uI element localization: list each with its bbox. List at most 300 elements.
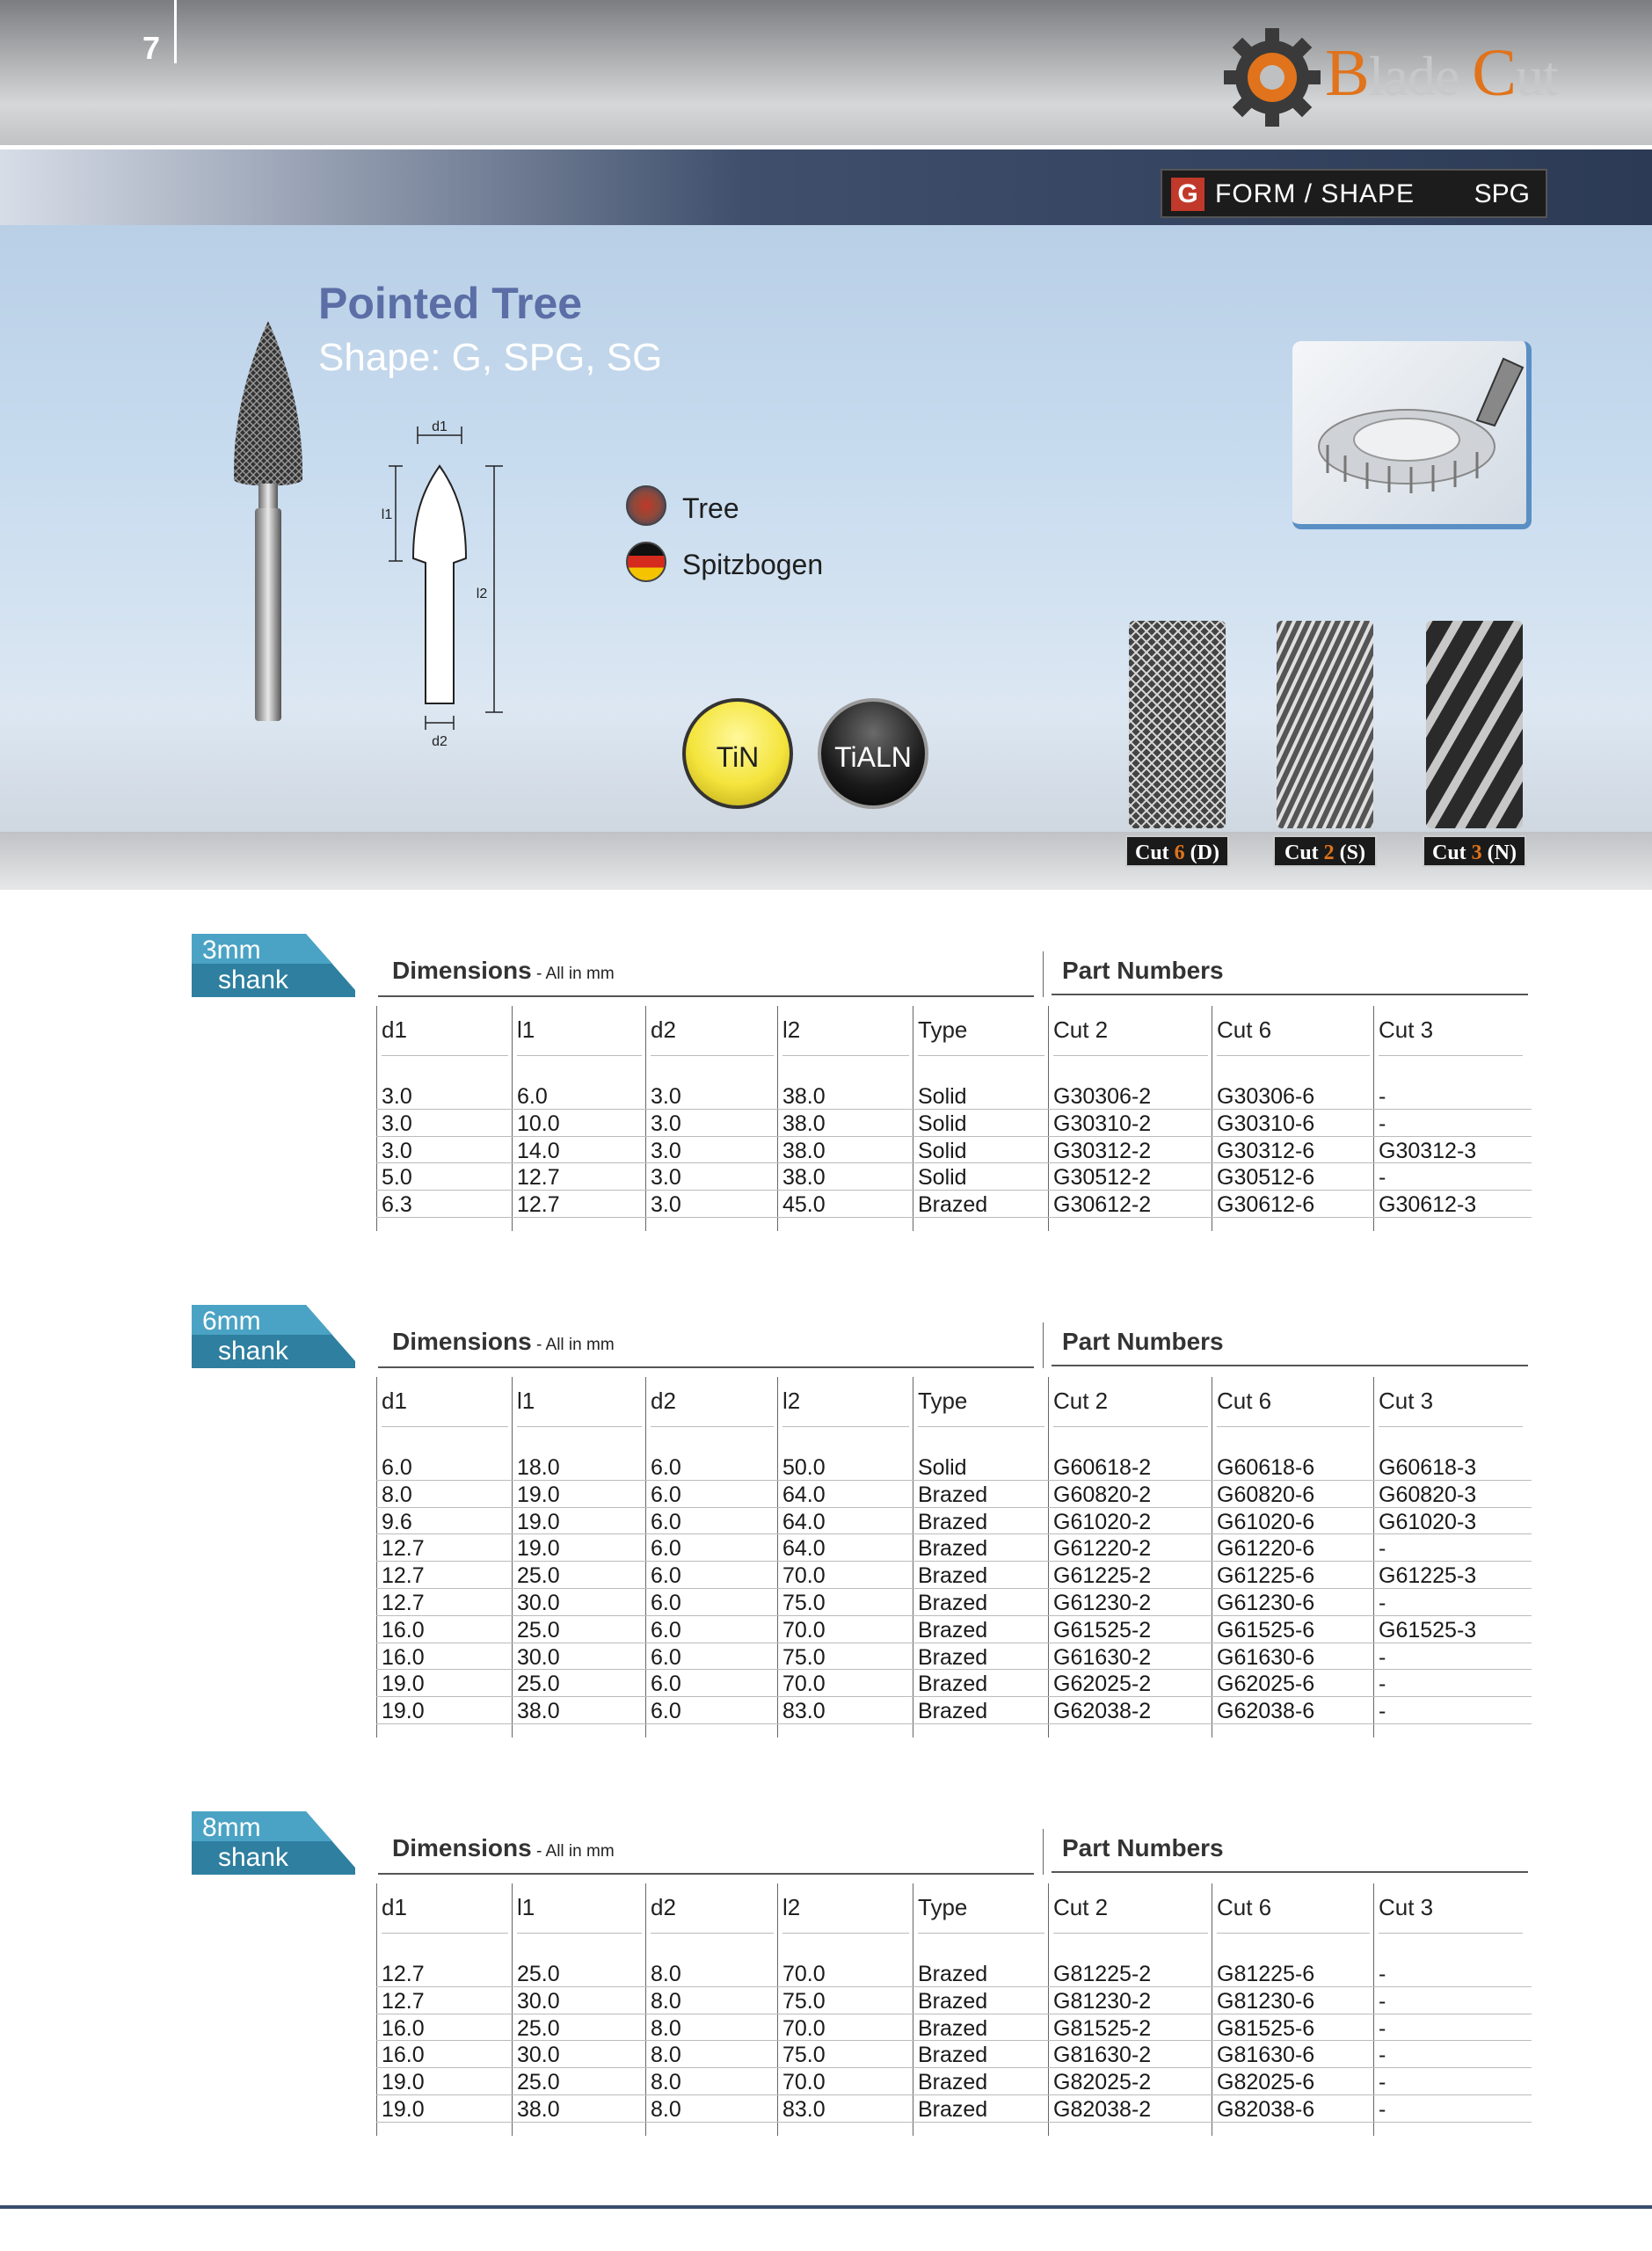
table-cell: 16.0 <box>382 2043 425 2068</box>
cut-2-prefix: Cut <box>1284 841 1324 864</box>
table-cell: 30.0 <box>517 1988 560 2014</box>
table-cell: G62038-6 <box>1217 1699 1315 1724</box>
header-underline <box>1217 1933 1370 1934</box>
column-header: Cut 3 <box>1379 1016 1434 1043</box>
diagram-label-l1: l1 <box>381 507 393 522</box>
dimensions-heading-text: Dimensions <box>392 1328 532 1355</box>
table-cell: G82025-6 <box>1217 2070 1315 2095</box>
table-row-line <box>376 1162 1532 1163</box>
table-cell: G30310-2 <box>1053 1111 1152 1136</box>
shank-label-line: shank <box>218 1337 289 1366</box>
header-underline <box>782 1055 909 1056</box>
table-row-line <box>376 1696 1532 1697</box>
header-underline <box>918 1933 1044 1934</box>
column-header: Cut 6 <box>1217 1388 1272 1414</box>
table-cell: - <box>1379 1111 1386 1136</box>
table-cell: 83.0 <box>782 1699 826 1724</box>
table-cell: Brazed <box>918 1672 988 1697</box>
diagram-label-d1: d1 <box>432 419 448 434</box>
dimensions-table <box>0 934 1652 1286</box>
table-cell: G61225-3 <box>1379 1563 1477 1589</box>
table-cell: G61525-6 <box>1217 1617 1315 1643</box>
table-cell: G30306-6 <box>1217 1084 1315 1109</box>
table-cell: 12.7 <box>517 1165 560 1191</box>
header-underline <box>517 1426 642 1427</box>
table-row-line <box>376 1190 1532 1191</box>
table-cell: G61225-2 <box>1053 1563 1152 1589</box>
cut-6-prefix: Cut <box>1135 841 1175 864</box>
form-shape-code: SPG <box>1474 179 1530 208</box>
table-cell: 38.0 <box>517 2097 560 2122</box>
table-cell: G30312-3 <box>1379 1138 1477 1163</box>
table-cell: - <box>1379 1988 1386 2014</box>
column-header: l2 <box>782 1016 801 1043</box>
dimensions-heading <box>392 957 615 985</box>
section-divider <box>1043 951 1044 997</box>
header-underline <box>651 1933 774 1934</box>
table-cell: G30312-2 <box>1053 1138 1152 1163</box>
column-rule <box>645 1883 646 2136</box>
table-cell: G30612-6 <box>1217 1192 1315 1218</box>
shank-label-line: 3mm <box>202 936 261 965</box>
table-cell: Brazed <box>918 1988 988 2014</box>
table-cell: Brazed <box>918 1962 988 1986</box>
table-cell: - <box>1379 1591 1386 1615</box>
logo-wordmark: Blade Cut <box>1325 36 1558 110</box>
table-cell: 3.0 <box>651 1165 681 1191</box>
product-title: Pointed Tree <box>318 279 583 328</box>
table-row-line <box>376 2040 1532 2041</box>
table-row-line <box>376 1480 1532 1481</box>
dimensions-rule <box>378 995 1034 997</box>
table-cell: G30310-6 <box>1217 1111 1315 1136</box>
column-header: d1 <box>382 1388 407 1414</box>
table-cell: 6.3 <box>382 1192 412 1218</box>
table-cell: 12.7 <box>382 1563 425 1589</box>
table-cell: G61630-6 <box>1217 1644 1315 1670</box>
table-cell: 6.0 <box>382 1455 412 1480</box>
dimensions-table <box>0 1811 1652 2163</box>
table-cell: 30.0 <box>517 1591 560 1615</box>
table-cell: 19.0 <box>382 1672 425 1697</box>
table-cell: G60820-3 <box>1379 1482 1477 1507</box>
table-cell: Brazed <box>918 1617 988 1643</box>
table-cell: G61020-2 <box>1053 1509 1152 1534</box>
table-cell: 38.0 <box>782 1138 826 1163</box>
column-rule <box>645 1006 646 1231</box>
cut-2-image <box>1273 621 1377 828</box>
table-cell: 6.0 <box>651 1672 681 1697</box>
table-cell: 19.0 <box>517 1482 560 1507</box>
table-cell: 30.0 <box>517 2043 560 2068</box>
table-cell: 8.0 <box>651 1988 681 2014</box>
table-cell: 19.0 <box>382 2070 425 2095</box>
column-rule <box>376 1883 377 2136</box>
table-cell: G30612-2 <box>1053 1192 1152 1218</box>
table-cell: Brazed <box>918 2015 988 2041</box>
column-rule <box>777 1006 778 1231</box>
header-underline <box>1379 1933 1523 1934</box>
table-cell: 19.0 <box>517 1536 560 1562</box>
dimensions-rule <box>378 1366 1034 1368</box>
column-header: d2 <box>651 1016 676 1043</box>
header-underline <box>918 1055 1044 1056</box>
header-underline <box>1379 1055 1523 1056</box>
table-row-line <box>376 1109 1532 1110</box>
table-cell: 70.0 <box>782 1617 826 1643</box>
table-cell: - <box>1379 2070 1386 2095</box>
dimensions-heading <box>392 1328 615 1356</box>
table-cell: G60618-2 <box>1053 1455 1152 1480</box>
column-header: Type <box>918 1388 968 1414</box>
table-cell: G81225-2 <box>1053 1962 1152 1986</box>
column-header: d2 <box>651 1894 676 1920</box>
table-cell: G62025-2 <box>1053 1672 1152 1697</box>
table-cell: Brazed <box>918 1509 988 1534</box>
table-cell: G81230-2 <box>1053 1988 1152 2014</box>
cut-6-label <box>1125 835 1229 867</box>
column-rule <box>777 1377 778 1737</box>
table-cell: 38.0 <box>782 1165 826 1191</box>
table-cell: G82038-2 <box>1053 2097 1152 2122</box>
table-row-line <box>376 1615 1532 1616</box>
table-cell: 6.0 <box>651 1563 681 1589</box>
table-cell: G61020-3 <box>1379 1509 1477 1534</box>
table-cell: 75.0 <box>782 1591 826 1615</box>
table-cell: 16.0 <box>382 1644 425 1670</box>
table-cell: 38.0 <box>782 1084 826 1109</box>
table-row-line <box>376 1533 1532 1534</box>
table-cell: 6.0 <box>651 1699 681 1724</box>
table-cell: 9.6 <box>382 1509 412 1534</box>
table-cell: - <box>1379 2097 1386 2122</box>
table-cell: 75.0 <box>782 1644 826 1670</box>
table-cell: 50.0 <box>782 1455 826 1480</box>
table-cell: 6.0 <box>651 1455 681 1480</box>
header-underline <box>782 1933 909 1934</box>
column-rule <box>1048 1006 1049 1231</box>
table-cell: G62038-2 <box>1053 1699 1152 1724</box>
column-header: d1 <box>382 1894 407 1920</box>
column-header: Cut 3 <box>1379 1388 1434 1414</box>
dimensions-heading <box>392 1834 615 1862</box>
table-cell: 64.0 <box>782 1509 826 1534</box>
table-cell: 5.0 <box>382 1165 412 1191</box>
table-cell: 3.0 <box>651 1138 681 1163</box>
header-underline <box>782 1426 909 1427</box>
table-cell: 6.0 <box>517 1084 548 1109</box>
column-rule <box>1373 1883 1374 2136</box>
page-number: 7 <box>142 30 161 66</box>
table-cell: 25.0 <box>517 2070 560 2095</box>
part-numbers-heading: Part Numbers <box>1062 957 1224 984</box>
section-divider <box>1043 1322 1044 1368</box>
germany-flag-icon <box>626 542 666 582</box>
table-cell: Brazed <box>918 1482 988 1507</box>
table-cell: G81525-6 <box>1217 2015 1315 2041</box>
table-cell: G81630-2 <box>1053 2043 1152 2068</box>
table-cell: 16.0 <box>382 1617 425 1643</box>
table-cell: G60618-6 <box>1217 1455 1315 1480</box>
table-cell: 38.0 <box>517 1699 560 1724</box>
column-header: Type <box>918 1894 968 1920</box>
table-cell: 70.0 <box>782 1962 826 1986</box>
table-cell: 8.0 <box>651 2097 681 2122</box>
table-cell: Solid <box>918 1455 967 1480</box>
table-cell: Solid <box>918 1084 967 1109</box>
column-rule <box>1373 1006 1374 1231</box>
table-cell: G61525-2 <box>1053 1617 1152 1643</box>
legend-label-english: Tree <box>682 492 739 524</box>
column-rule <box>512 1883 513 2136</box>
table-cell: Brazed <box>918 1644 988 1670</box>
table-cell: - <box>1379 1672 1386 1697</box>
cut-3-image <box>1423 621 1526 828</box>
table-cell: Solid <box>918 1138 967 1163</box>
table-cell: 8.0 <box>382 1482 412 1507</box>
table-cell: G60820-2 <box>1053 1482 1152 1507</box>
section-divider <box>1043 1829 1044 1875</box>
form-shape-text: FORM / SHAPE <box>1215 179 1415 208</box>
header-underline <box>382 1055 508 1056</box>
cut-3-suffix: (N) <box>1481 841 1517 864</box>
table-row-line <box>376 2067 1532 2068</box>
table-cell: Brazed <box>918 1563 988 1589</box>
table-cell: G60618-3 <box>1379 1455 1477 1480</box>
table-cell: 8.0 <box>651 2070 681 2095</box>
table-cell: G82025-2 <box>1053 2070 1152 2095</box>
table-cell: 12.7 <box>382 1962 425 1986</box>
gear-icon <box>1224 16 1321 139</box>
table-cell: 25.0 <box>517 1962 560 1986</box>
table-cell: 8.0 <box>651 1962 681 1986</box>
table-cell: 6.0 <box>651 1482 681 1507</box>
header-underline <box>382 1426 508 1427</box>
column-rule <box>376 1006 377 1231</box>
table-cell: 30.0 <box>517 1644 560 1670</box>
cut-6-image <box>1125 621 1229 828</box>
table-cell: 12.7 <box>517 1192 560 1218</box>
table-cell: Brazed <box>918 1591 988 1615</box>
table-cell: G61230-2 <box>1053 1591 1152 1615</box>
table-row-line <box>376 1723 1532 1724</box>
table-cell: G61220-6 <box>1217 1536 1315 1562</box>
shank-label-line: 8mm <box>202 1813 261 1842</box>
column-header: l1 <box>517 1894 535 1920</box>
dimensions-heading-text: Dimensions <box>392 1834 532 1861</box>
column-rule <box>645 1377 646 1737</box>
coating-tialn-badge: TiALN <box>818 698 928 809</box>
table-cell: G81630-6 <box>1217 2043 1315 2068</box>
dimensions-rule <box>378 1873 1034 1875</box>
header-underline <box>1053 1933 1208 1934</box>
cut-2-label <box>1273 835 1377 867</box>
table-cell: 45.0 <box>782 1192 826 1218</box>
table-cell: - <box>1379 1536 1386 1562</box>
dimensions-heading-text: Dimensions <box>392 957 532 984</box>
column-rule <box>777 1883 778 2136</box>
table-row-line <box>376 2094 1532 2095</box>
table-cell: 70.0 <box>782 2015 826 2041</box>
column-header: l2 <box>782 1388 801 1414</box>
shank-label-line: 6mm <box>202 1307 261 1336</box>
table-cell: G61230-6 <box>1217 1591 1315 1615</box>
table-cell: 83.0 <box>782 2097 826 2122</box>
table-cell: 6.0 <box>651 1644 681 1670</box>
table-cell: 6.0 <box>651 1591 681 1615</box>
table-row-line <box>376 1217 1532 1218</box>
table-cell: 64.0 <box>782 1482 826 1507</box>
table-cell: G81525-2 <box>1053 2015 1152 2041</box>
table-cell: 25.0 <box>517 1563 560 1589</box>
table-cell: 16.0 <box>382 2015 425 2041</box>
cut-3-number: 3 <box>1471 841 1482 864</box>
table-cell: - <box>1379 1699 1386 1724</box>
diagram-label-d2: d2 <box>432 734 448 749</box>
table-cell: 70.0 <box>782 2070 826 2095</box>
form-shape-label <box>1161 169 1547 218</box>
table-cell: 19.0 <box>382 1699 425 1724</box>
header-underline <box>651 1055 774 1056</box>
blade-cut-logo <box>1224 16 1576 139</box>
dimensions-unit-note: - All in mm <box>531 1336 615 1354</box>
table-cell: G30612-3 <box>1379 1192 1477 1218</box>
table-cell: G30512-2 <box>1053 1165 1152 1191</box>
table-cell: 12.7 <box>382 1988 425 2014</box>
table-cell: 19.0 <box>382 2097 425 2122</box>
product-subtitle: Shape: G, SPG, SG <box>318 336 663 379</box>
header-underline <box>918 1426 1044 1427</box>
part-numbers-rule <box>1052 994 1528 995</box>
table-cell: G61225-6 <box>1217 1563 1315 1589</box>
table-cell: G62025-6 <box>1217 1672 1315 1697</box>
table-cell: 25.0 <box>517 1672 560 1697</box>
table-cell: 3.0 <box>382 1138 412 1163</box>
table-cell: G81230-6 <box>1217 1988 1315 2014</box>
table-cell: G30306-2 <box>1053 1084 1152 1109</box>
application-photo <box>1292 341 1532 529</box>
column-rule <box>376 1377 377 1737</box>
table-cell: - <box>1379 1644 1386 1670</box>
table-cell: Brazed <box>918 1699 988 1724</box>
part-numbers-rule <box>1052 1365 1528 1366</box>
cut-2-number: 2 <box>1323 841 1335 864</box>
table-cell: - <box>1379 1165 1386 1191</box>
table-cell: 18.0 <box>517 1455 560 1480</box>
table-cell: 75.0 <box>782 2043 826 2068</box>
header-underline <box>1379 1426 1523 1427</box>
column-rule <box>1373 1377 1374 1737</box>
table-cell: 6.0 <box>651 1617 681 1643</box>
cut-3-prefix: Cut <box>1432 841 1472 864</box>
column-header: Type <box>918 1016 968 1043</box>
header-underline <box>1217 1055 1370 1056</box>
table-cell: 25.0 <box>517 1617 560 1643</box>
table-cell: Solid <box>918 1165 967 1191</box>
table-cell: 14.0 <box>517 1138 560 1163</box>
table-row-line <box>376 1986 1532 1987</box>
table-cell: 75.0 <box>782 1988 826 2014</box>
table-cell: 12.7 <box>382 1591 425 1615</box>
column-header: Cut 2 <box>1053 1388 1109 1414</box>
table-cell: Solid <box>918 1111 967 1136</box>
table-cell: Brazed <box>918 2097 988 2122</box>
table-cell: - <box>1379 1962 1386 1986</box>
column-header: d1 <box>382 1016 407 1043</box>
header-underline <box>1217 1426 1370 1427</box>
table-cell: 8.0 <box>651 2015 681 2041</box>
table-cell: G30312-6 <box>1217 1138 1315 1163</box>
dimension-diagram <box>360 413 519 756</box>
column-header: Cut 6 <box>1217 1894 1272 1920</box>
table-cell: 10.0 <box>517 1111 560 1136</box>
table-cell: Brazed <box>918 2043 988 2068</box>
table-cell: G61020-6 <box>1217 1509 1315 1534</box>
column-rule <box>512 1377 513 1737</box>
shank-label-line: shank <box>218 1843 289 1872</box>
column-header: d2 <box>651 1388 676 1414</box>
table-cell: G30512-6 <box>1217 1165 1315 1191</box>
table-cell: Brazed <box>918 1192 988 1218</box>
table-cell: G61630-2 <box>1053 1644 1152 1670</box>
cut-2-suffix: (S) <box>1334 841 1365 864</box>
column-rule <box>1048 1883 1049 2136</box>
gear-machining-image <box>1292 341 1532 529</box>
column-header: Cut 6 <box>1217 1016 1272 1043</box>
table-cell: 6.0 <box>651 1536 681 1562</box>
header-underline <box>517 1933 642 1934</box>
table-cell: G81225-6 <box>1217 1962 1315 1986</box>
hero-footer-strip <box>0 832 1652 890</box>
cut-6-number: 6 <box>1174 841 1185 864</box>
table-cell: Brazed <box>918 2070 988 2095</box>
column-header: l1 <box>517 1388 535 1414</box>
table-row-line <box>376 1669 1532 1670</box>
cut-6-suffix: (D) <box>1184 841 1219 864</box>
header-underline <box>651 1426 774 1427</box>
table-row-line <box>376 1561 1532 1562</box>
part-numbers-rule <box>1052 1871 1528 1873</box>
table-cell: 70.0 <box>782 1563 826 1589</box>
table-cell: 3.0 <box>382 1084 412 1109</box>
dimensions-unit-note: - All in mm <box>531 1842 615 1861</box>
column-header: Cut 2 <box>1053 1016 1109 1043</box>
table-cell: 70.0 <box>782 1672 826 1697</box>
table-cell: 3.0 <box>651 1084 681 1109</box>
table-cell: 19.0 <box>517 1509 560 1534</box>
shank-label-line: shank <box>218 965 289 994</box>
table-cell: G61220-2 <box>1053 1536 1152 1562</box>
header-underline <box>517 1055 642 1056</box>
table-row-line <box>376 1136 1532 1137</box>
coating-tin-badge: TiN <box>682 698 793 809</box>
table-cell: - <box>1379 2043 1386 2068</box>
table-cell: 3.0 <box>651 1111 681 1136</box>
column-rule <box>512 1006 513 1231</box>
footer-line <box>0 2205 1652 2209</box>
column-rule <box>1048 1377 1049 1737</box>
table-cell: 38.0 <box>782 1111 826 1136</box>
table-cell: G82038-6 <box>1217 2097 1315 2122</box>
uk-flag-icon <box>626 485 666 526</box>
table-cell: - <box>1379 2015 1386 2041</box>
table-cell: G61525-3 <box>1379 1617 1477 1643</box>
column-header: Cut 3 <box>1379 1894 1434 1920</box>
part-numbers-heading: Part Numbers <box>1062 1328 1224 1355</box>
diagram-label-l2: l2 <box>476 586 488 601</box>
table-row-line <box>376 1507 1532 1508</box>
table-row-line <box>376 2122 1532 2123</box>
